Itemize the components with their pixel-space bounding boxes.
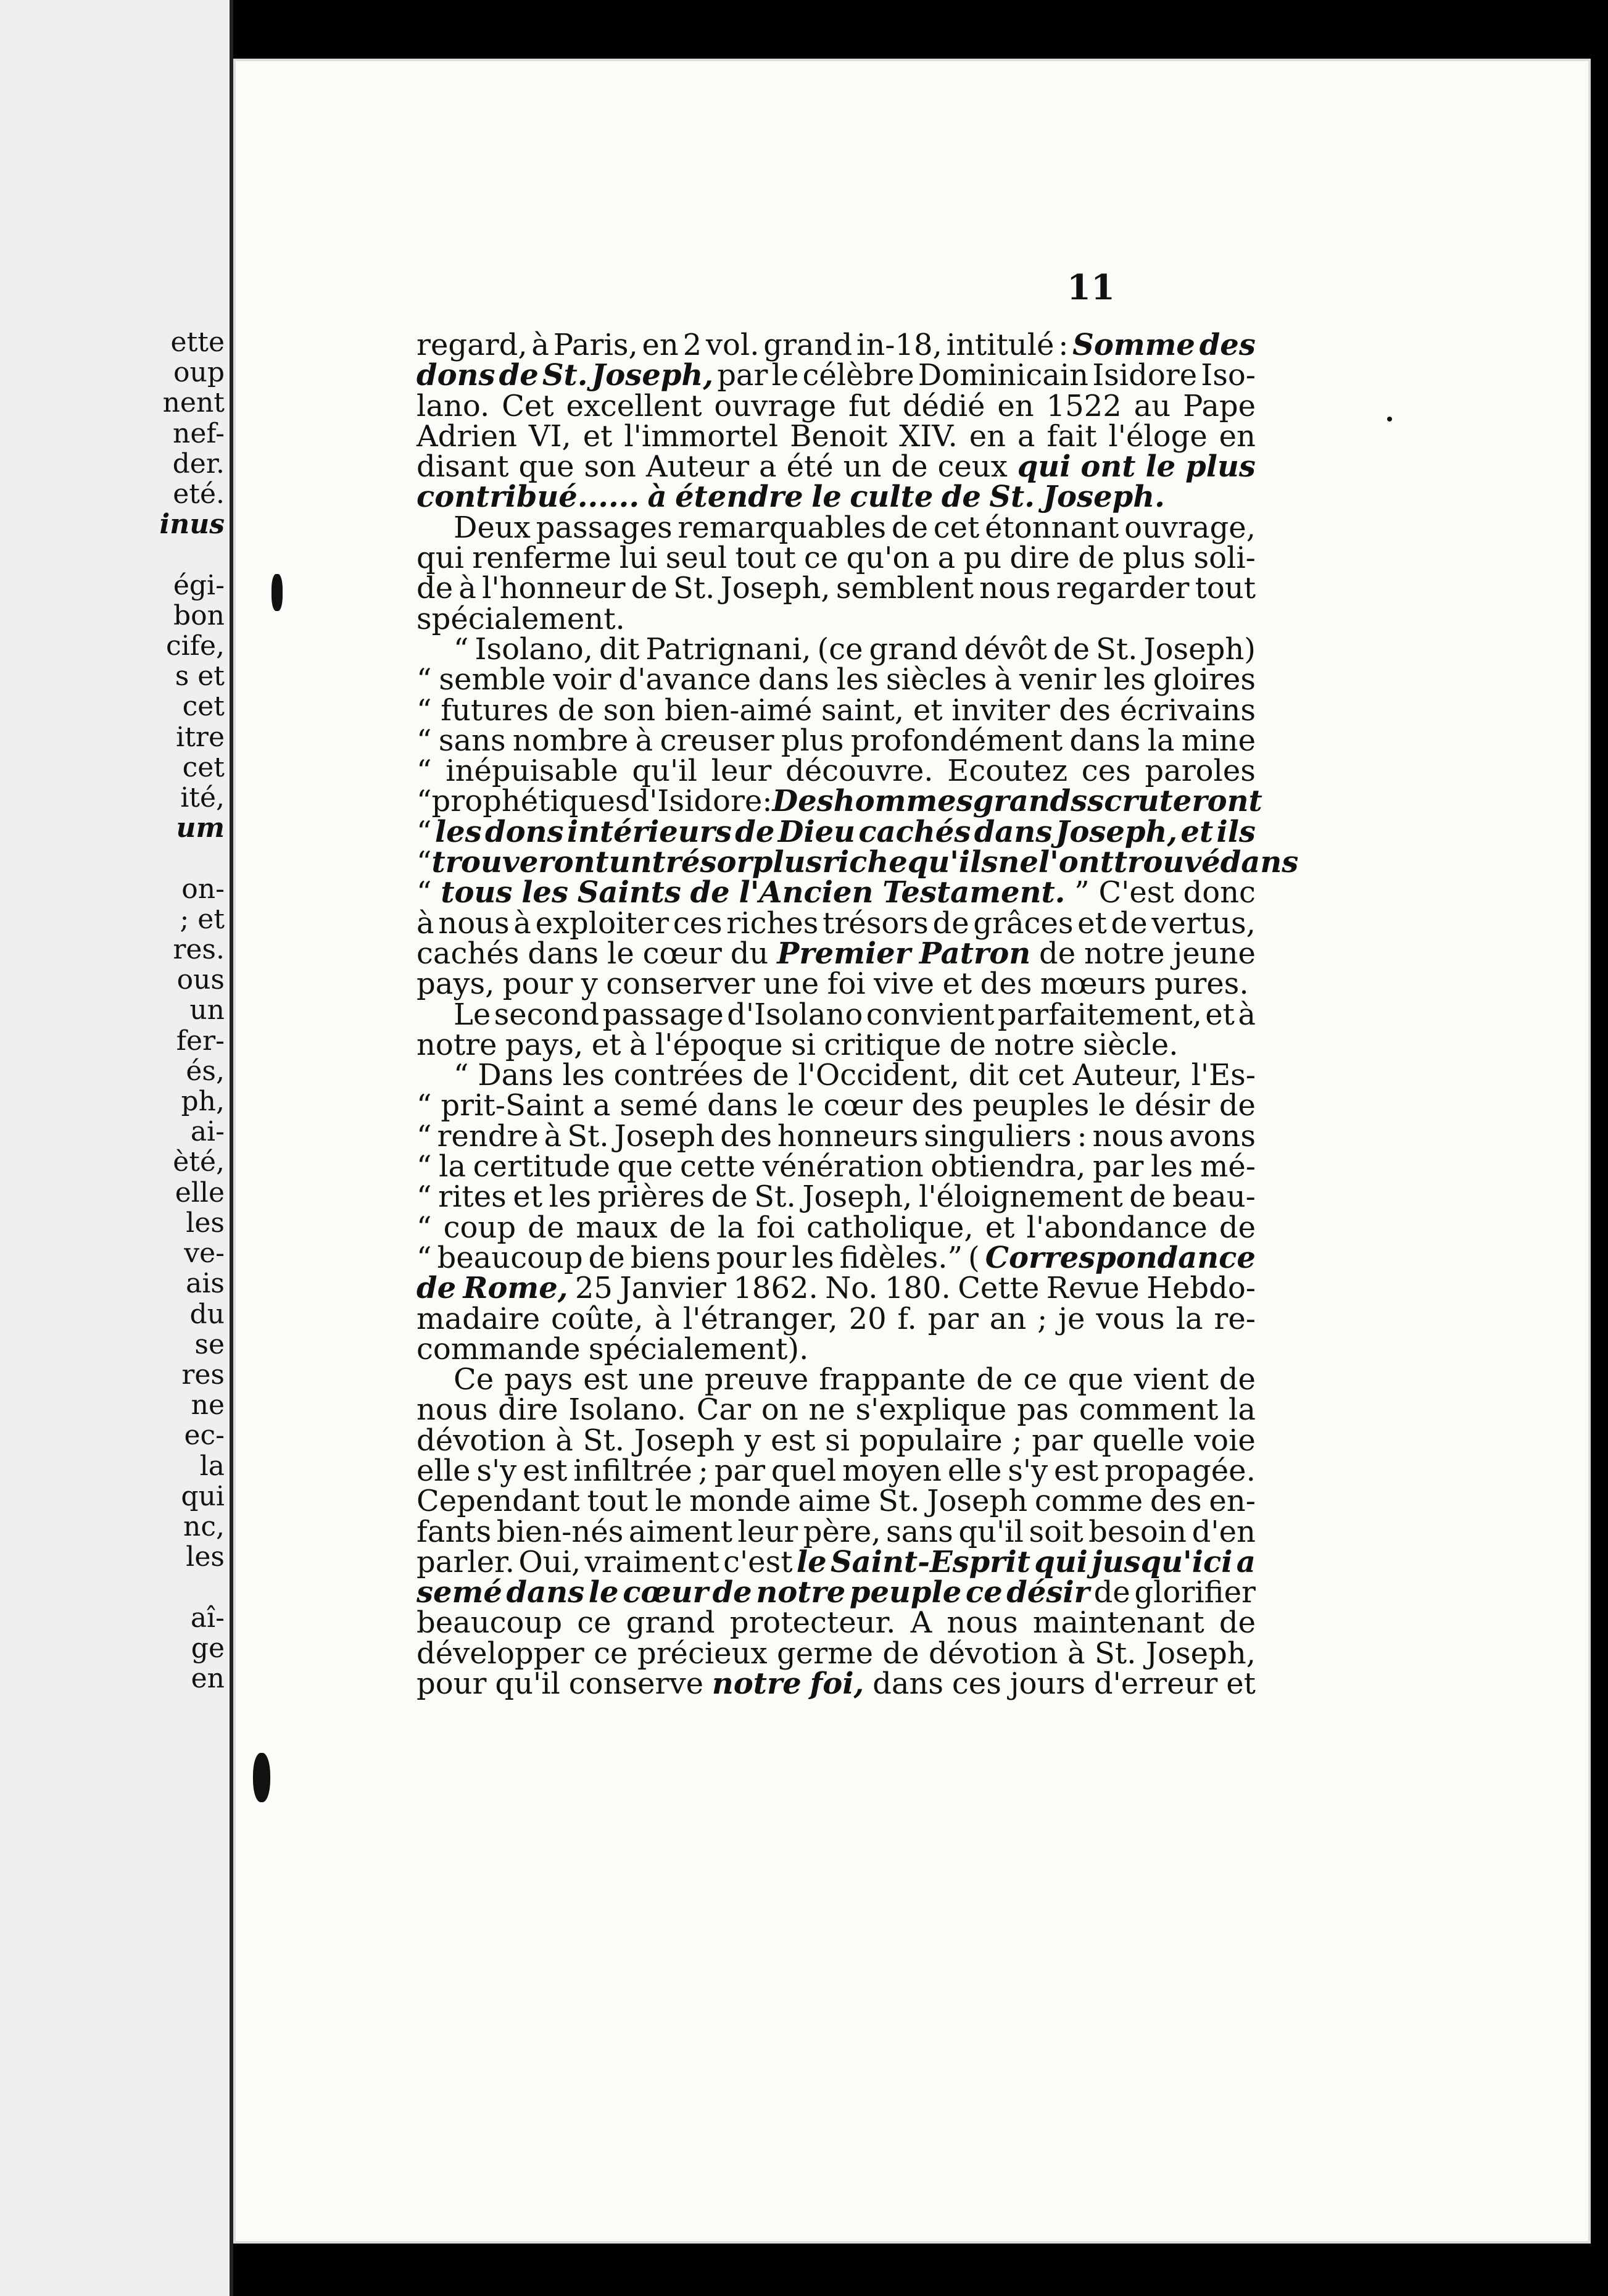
- left-fragment: itre: [176, 721, 225, 753]
- left-fragment: és,: [186, 1055, 225, 1087]
- text-line: regard, à Paris, en 2 vol. grand in-18, intitulé : Somme des: [417, 328, 1256, 362]
- left-fragment: res: [181, 1358, 225, 1391]
- text-line: “ inépuisable qu'il leur découvre. Ecoutez ces paroles: [417, 754, 1256, 789]
- left-fragment: aî-: [190, 1602, 225, 1634]
- text-line: elle s'y est infiltrée ; par quel moyen elle s'y est propagée.: [417, 1453, 1256, 1488]
- text-line: commande spécialement).: [417, 1331, 809, 1366]
- page-number: 11: [1067, 267, 1115, 308]
- left-fragment: ; et: [180, 903, 225, 935]
- text-line: qui renferme lui seul tout ce qu'on a pu dire de plus soli-: [417, 541, 1256, 576]
- left-fragment: la: [199, 1450, 225, 1482]
- text-line: dons de St. Joseph, par le célèbre Dominicain Isidore Iso-: [417, 358, 1256, 393]
- left-fragment: s et: [175, 660, 225, 693]
- text-line: disant que son Auteur a été un de ceux qui ont le plus: [417, 449, 1256, 485]
- left-fragment: qui: [181, 1480, 225, 1512]
- text-line: de à l'honneur de St. Joseph, semblent nous regarder tout: [417, 571, 1256, 606]
- left-fragment: nent: [162, 387, 225, 419]
- left-fragment: on-: [181, 873, 225, 905]
- left-fragment: [157, 1572, 225, 1602]
- text-line: nous dire Isolano. Car on ne s'explique pas comment la: [417, 1392, 1256, 1428]
- left-fragment: fer-: [176, 1025, 225, 1057]
- text-line: dévotion à St. Joseph y est si populaire ; par quelle voie: [417, 1423, 1256, 1458]
- left-fragment: les: [186, 1541, 225, 1573]
- text-line: “ tous les Saints de l'Ancien Testament. ” C'est donc: [417, 875, 1256, 910]
- left-fragment: ve-: [184, 1237, 225, 1270]
- left-fragment: ette: [170, 327, 225, 358]
- text-line: “ rendre à St. Joseph des honneurs singuliers : nous avons: [417, 1118, 1256, 1154]
- text-line: fants bien-nés aiment leur père, sans qu'il soit besoin d'en: [417, 1514, 1256, 1549]
- text-line: Adrien VI, et l'immortel Benoit XIV. en a fait l'éloge en: [417, 418, 1256, 454]
- text-line: madaire coûte, à l'étranger, 20 f. par an ; je vous la re-: [417, 1301, 1256, 1336]
- left-fragment: res.: [173, 934, 225, 966]
- left-fragment: les: [186, 1207, 225, 1239]
- text-line: “ Isolano, dit Patrignani, (ce grand dévôt de St. Joseph): [454, 631, 1256, 667]
- left-fragment: oup: [173, 357, 225, 389]
- left-fragment: nef-: [173, 417, 225, 449]
- text-line: développer ce précieux germe de dévotion à St. Joseph,: [417, 1636, 1256, 1671]
- text-line: “ coup de maux de la foi catholique, et l'abondance de: [417, 1210, 1256, 1245]
- text-line: “ Dans les contrées de l'Occident, dit cet Auteur, l'Es-: [454, 1058, 1256, 1093]
- left-fragment: [157, 539, 225, 570]
- text-line: cachés dans le cœur du Premier Patron de notre jeune: [417, 936, 1256, 971]
- text-line: “ futures de son bien-aimé saint, et inviter des écrivains: [417, 693, 1256, 728]
- text-line: Deux passages remarquables de cet étonnant ouvrage,: [454, 510, 1256, 545]
- text-line: semé dans le cœur de notre peuple ce désir de glorifier: [417, 1575, 1256, 1610]
- text-line: Ce pays est une preuve frappante de ce que vient de: [454, 1362, 1256, 1397]
- text-line: “ la certitude que cette vénération obtiendra, par les mé-: [417, 1149, 1256, 1184]
- left-fragment: ité,: [180, 782, 225, 814]
- left-fragment: inus: [159, 509, 225, 541]
- text-line: “ les dons intérieurs de Dieu cachés dans Joseph, et ils: [417, 814, 1256, 849]
- text-line: pour qu'il conserve notre foi, dans ces jours d'erreur et: [417, 1666, 1256, 1702]
- left-fragment: bon: [173, 599, 225, 631]
- left-fragment: um: [176, 812, 225, 844]
- text-line: pays, pour y conserver une foi vive et des mœurs pures.: [417, 967, 1249, 1002]
- left-fragment: cet: [182, 691, 225, 723]
- left-fragment: elle: [175, 1176, 225, 1208]
- left-fragment: ec-: [184, 1420, 225, 1452]
- text-line: parler. Oui, vraiment c'est le Saint-Esprit qui jusqu'ici a: [417, 1544, 1256, 1579]
- text-line: “ beaucoup de biens pour les fidèles.” ( Correspondance: [417, 1240, 1256, 1275]
- left-fragment: nc,: [183, 1510, 225, 1542]
- left-fragment: ne: [191, 1389, 225, 1421]
- left-fragment: cife,: [165, 630, 225, 662]
- text-line: beaucoup ce grand protecteur. A nous maintenant de: [417, 1605, 1256, 1641]
- text-line: “ trouveront un trésor plus riche qu'ils ne l'ont trouvé dans: [417, 845, 1299, 880]
- text-line: “ sans nombre à creuser plus profondément dans la mine: [417, 723, 1256, 758]
- text-line: “ prit-Saint a semé dans le cœur des peuples le désir de: [417, 1088, 1256, 1123]
- text-line: de Rome, 25 Janvier 1862. No. 180. Cette Revue Hebdo-: [417, 1271, 1256, 1306]
- ink-mark: [253, 1753, 270, 1802]
- left-fragment: der.: [172, 447, 225, 480]
- left-page-fragments: [157, 327, 225, 1694]
- text-line: Cependant tout le monde aime St. Joseph comme des en-: [417, 1484, 1256, 1519]
- text-line: contribué...... à étendre le culte de St. Joseph.: [417, 480, 1165, 515]
- left-fragment: ous: [176, 964, 225, 996]
- left-fragment: un: [189, 994, 225, 1026]
- left-fragment: ais: [186, 1268, 225, 1300]
- left-fragment: [157, 843, 225, 873]
- left-fragment: èté,: [173, 1146, 225, 1178]
- text-line: “ semble voir d'avance dans les siècles à venir les gloires: [417, 662, 1256, 697]
- text-line: Le second passage d'Isolano convient parfaitement, et à: [454, 997, 1256, 1032]
- ink-speck: [1387, 417, 1392, 422]
- left-fragment: ge: [191, 1632, 225, 1664]
- left-fragment: eté.: [173, 478, 225, 510]
- text-line: spécialement.: [417, 601, 625, 636]
- left-fragment: ph,: [181, 1086, 225, 1118]
- left-fragment: en: [191, 1662, 225, 1694]
- left-fragment: cet: [182, 751, 225, 783]
- ink-mark: [271, 574, 283, 611]
- left-fragment: du: [189, 1298, 225, 1330]
- text-line: “ rites et les prières de St. Joseph, l'éloignement de beau-: [417, 1179, 1256, 1215]
- text-line: à nous à exploiter ces riches trésors de grâces et de vertus,: [417, 905, 1256, 941]
- text-line: notre pays, et à l'époque si critique de notre siècle.: [417, 1027, 1179, 1062]
- left-fragment: se: [194, 1328, 225, 1360]
- text-line: “ prophétiques d'Isidore : Des hommes grands scruteront: [417, 784, 1262, 819]
- left-fragment: égi-: [173, 569, 225, 601]
- left-page: [0, 0, 233, 2296]
- text-line: lano. Cet excellent ouvrage fut dédié en 1522 au Pape: [417, 388, 1256, 423]
- page-body-text: [417, 328, 1299, 1702]
- left-fragment: ai-: [190, 1116, 225, 1148]
